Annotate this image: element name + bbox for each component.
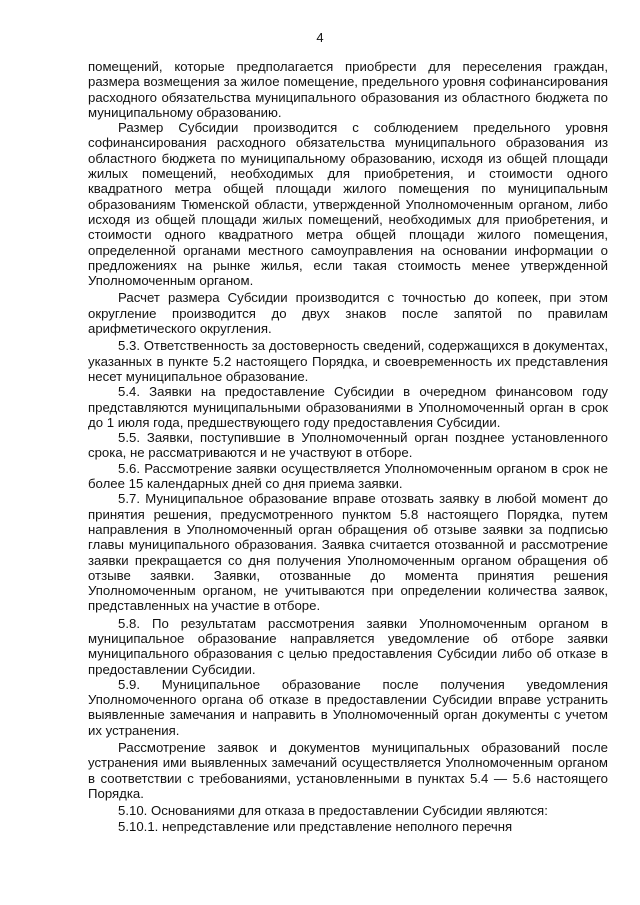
paragraph: 5.3. Ответственность за достоверность сведений, содержащихся в документах, указанных в пункте 5.2 настоящего Порядка, и своевременность их представления несет муниципальное образование.: [88, 338, 608, 384]
paragraph: 5.6. Рассмотрение заявки осуществляется Уполномоченным органом в срок не более 15 календарных дней со дня приема заявки.: [88, 460, 608, 492]
paragraph: 5.7. Муниципальное образование вправе отозвать заявку в любой момент до принятия решения, предусмотренного пунктом 5.8 настоящего Порядка, путем направления в Уполномоченный орган обращения об отзыве заявки за подписью главы муниципального образования. Заявка считается отозванной и рассмотрение заявки прекращается со дня получения Уполномоченным органом обращения об отзыве заявки. Заявки, отозванные до момента принятия решения Уполномоченным органом, не учитываются при определении количества заявок, представленных на участие в отборе.: [88, 491, 608, 614]
paragraph: 5.9. Муниципальное образование после получения уведомления Уполномоченного органа об отказе в предоставлении Субсидии вправе устранить выявленные замечания и направить в Уполномоченный орган документы с учетом их устранения.: [88, 676, 608, 738]
paragraph: 5.10. Основаниями для отказа в предоставлении Субсидии являются:: [118, 803, 548, 819]
paragraph: Рассмотрение заявок и документов муниципальных образований после устранения ими выявленных замечаний осуществляется Уполномоченным органом в соответствии с требованиями, установленными в пунктах 5.4 — 5.6 настоящего Порядка.: [88, 740, 608, 801]
paragraph: Расчет размера Субсидии производится с точностью до копеек, при этом округление производится до двух знаков после запятой по правилам арифметического округления.: [88, 290, 608, 337]
paragraph: 5.10.1. непредставление или представление неполного перечня: [118, 818, 513, 834]
paragraph: помещений, которые предполагается приобрести для переселения граждан, размера возмещения за жилое помещение, предельного уровня софинансирования расходного обязательства муниципального образования из областного бюджета по муниципальному образованию.: [88, 59, 608, 120]
paragraph: 5.8. По результатам рассмотрения заявки Уполномоченным органом в муниципальное образование направляется уведомление об отборе заявки муниципального образования с целью предоставления Субсидии либо об отказе в предоставлении Субсидии.: [88, 615, 608, 677]
paragraph: 5.4. Заявки на предоставление Субсидии в очередном финансовом году представляются муниципальными образованиями в Уполномоченный орган в срок до 1 июля года, предшествующего году предоставления Субсидии.: [88, 384, 608, 430]
document-body: [88, 59, 608, 834]
paragraph: 5.5. Заявки, поступившие в Уполномоченный орган позднее установленного срока, не рассматриваются и не участвуют в отборе.: [88, 430, 608, 461]
page-number: 4: [316, 30, 324, 45]
paragraph: Размер Субсидии производится с соблюдением предельного уровня софинансирования расходного обязательства муниципального образования из областного бюджета по муниципальному образованию, исходя из общей площади жилых помещений, необходимых для приобретения, и стоимости одного квадратного метра общей площади жилого помещения по муниципальным образованиям Тюменской области, утвержденной Уполномоченным органом, либо исходя из общей площади жилых помещений, необходимых для приобретения, и стоимости одного квадратного метра общей площади жилого помещения, определенной органами местного самоуправления на основании информации о предложениях на рынке жилья, если такая стоимость менее утвержденной Уполномоченным органом.: [88, 120, 608, 289]
